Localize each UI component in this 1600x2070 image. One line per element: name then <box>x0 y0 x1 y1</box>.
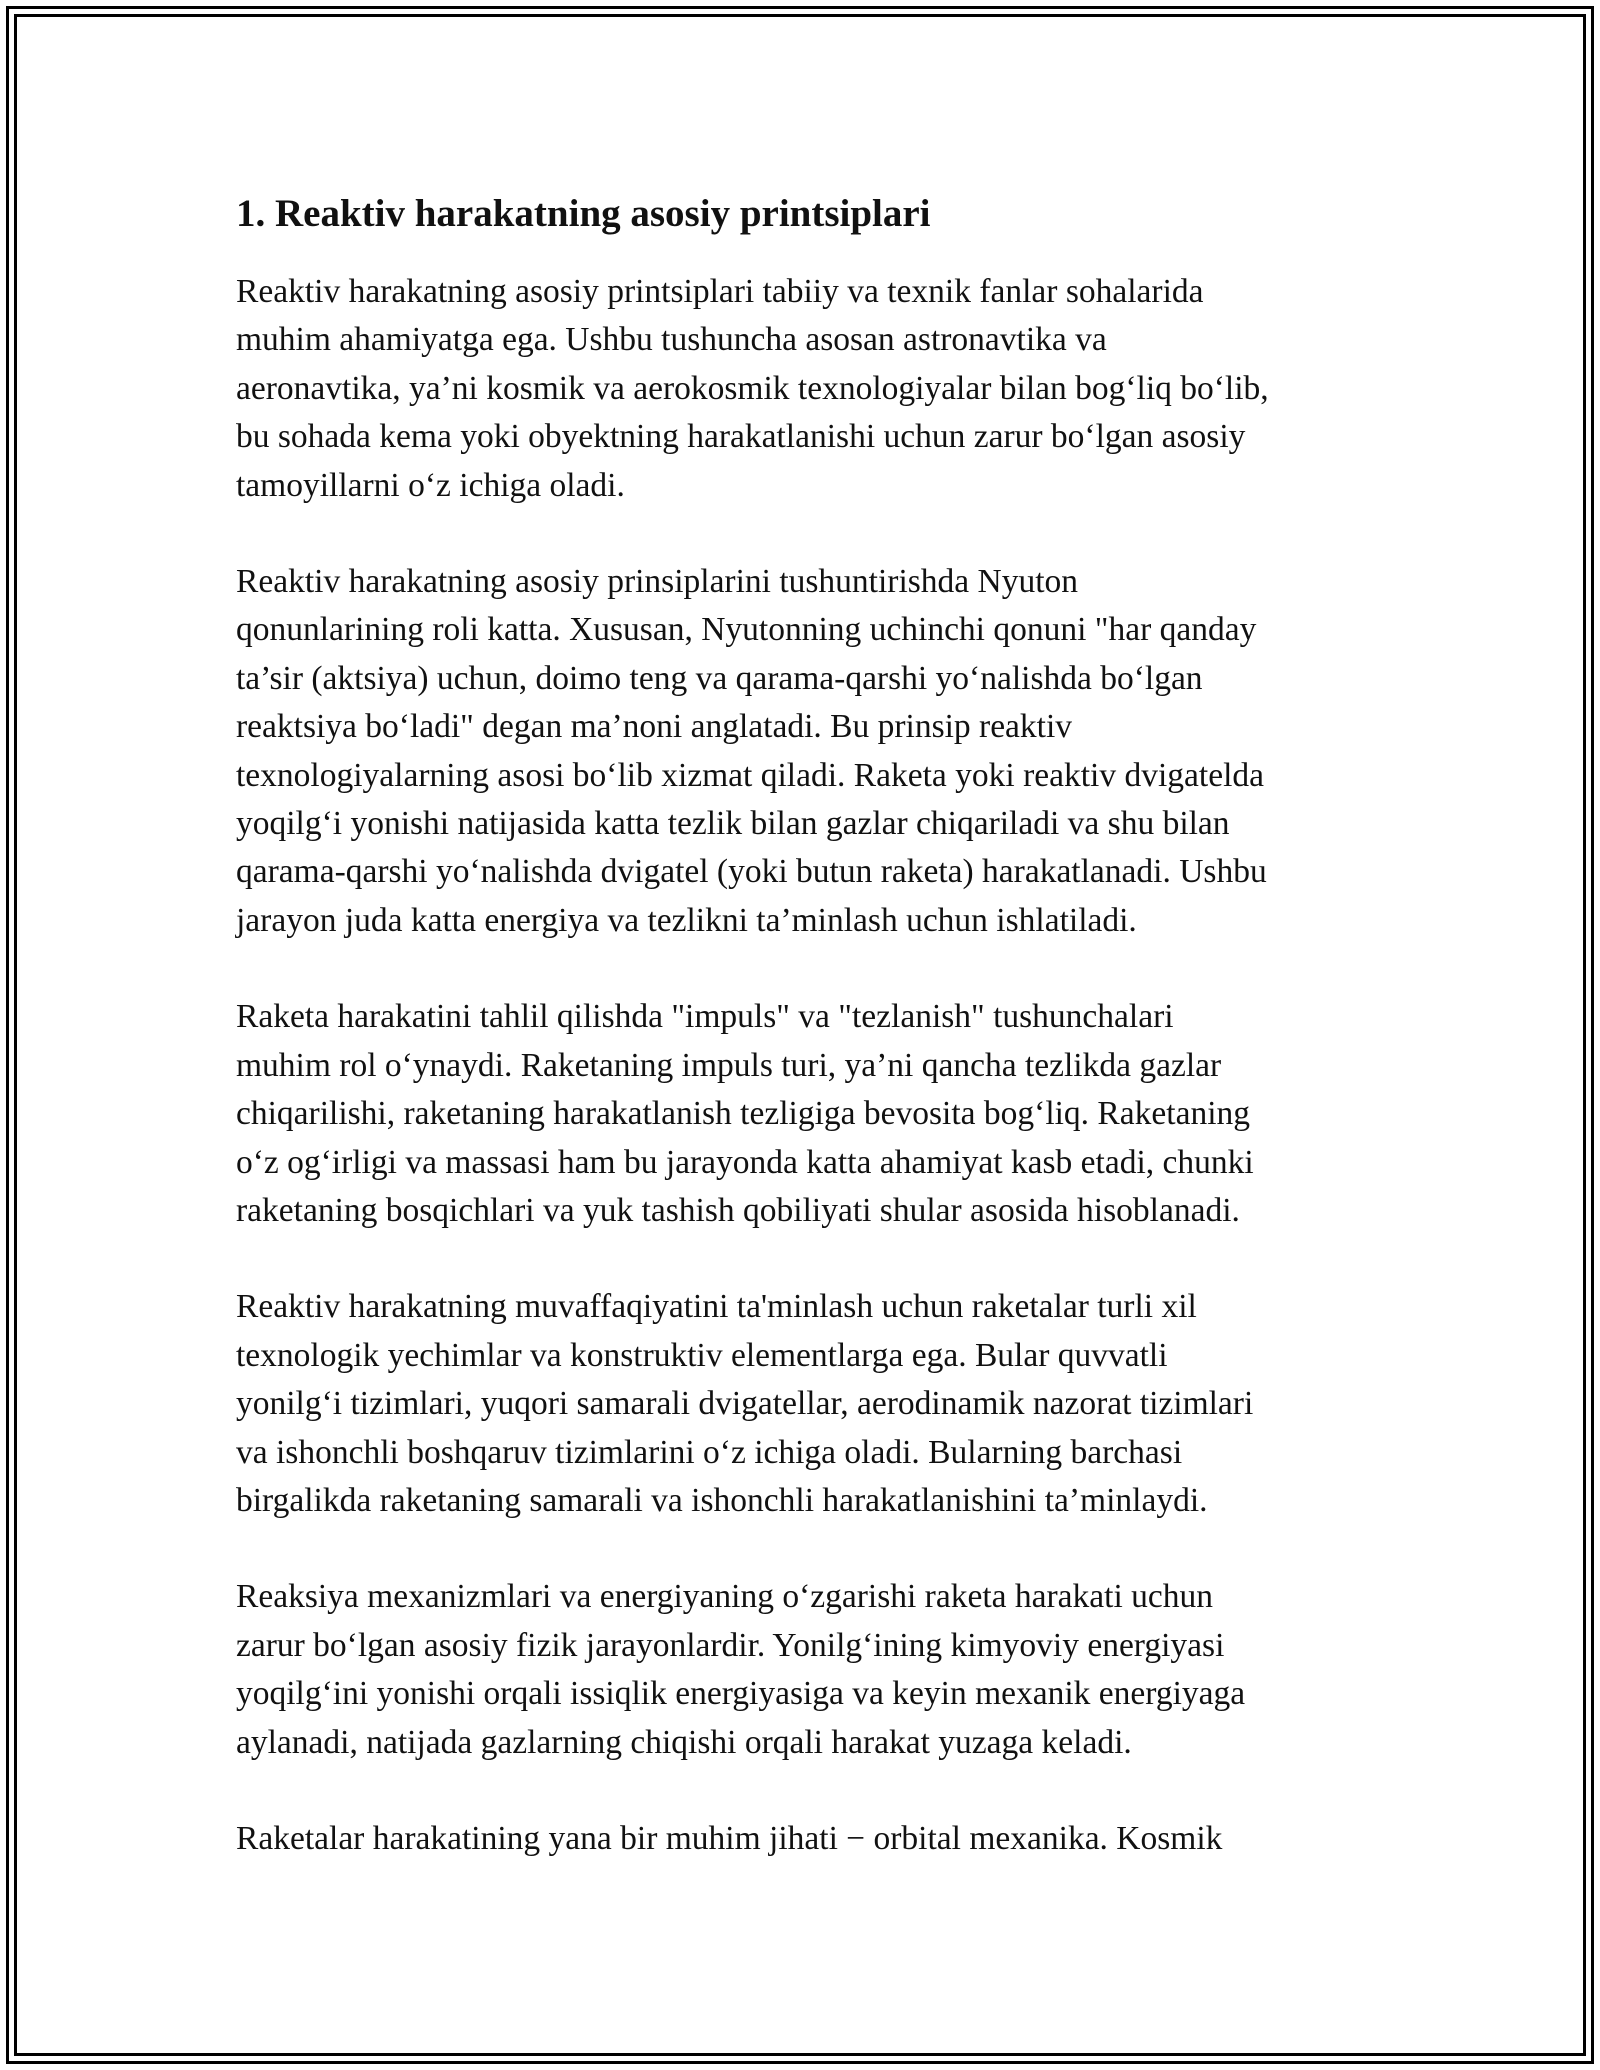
text-line: yoqilg‘ini yonishi orqali issiqlik energiyasiga va keyin mexanik energiyaga <box>236 1675 1246 1713</box>
text-line: bu sohada kema yoki obyektning harakatlanishi uchun zarur bo‘lgan asosiy <box>236 418 1246 456</box>
text-line: aylanadi, natijada gazlarning chiqishi orqali harakat yuzaga keladi. <box>236 1723 1132 1761</box>
text-line: Reaksiya mexanizmlari va energiyaning o‘zgarishi raketa harakati uchun <box>236 1578 1213 1616</box>
text-line: ta’sir (aktsiya) uchun, doimo teng va qarama-qarshi yo‘nalishda bo‘lgan <box>236 659 1203 697</box>
text-line: reaktsiya bo‘ladi" degan ma’noni anglatadi. Bu prinsip reaktiv <box>236 708 1073 746</box>
text-line: tamoyillarni o‘z ichiga oladi. <box>236 466 625 504</box>
paragraph <box>236 268 1376 510</box>
paragraph <box>236 993 1376 1235</box>
text-line: yoqilg‘i yonishi natijasida katta tezlik bilan gazlar chiqariladi va shu bilan <box>236 805 1230 843</box>
text-line: aeronavtika, ya’ni kosmik va aerokosmik texnologiyalar bilan bog‘liq bo‘lib, <box>236 369 1269 407</box>
text-line: Raketa harakatini tahlil qilishda "impuls" va "tezlanish" tushunchalari <box>236 998 1174 1036</box>
text-line: raketaning bosqichlari va yuk tashish qobiliyati shular asosida hisoblanadi. <box>236 1191 1240 1229</box>
paragraph-list <box>236 268 1376 1863</box>
text-line: Reaktiv harakatning asosiy printsiplari tabiiy va texnik fanlar sohalarida <box>236 273 1204 310</box>
text-line: jarayon juda katta energiya va tezlikni ta’minlash uchun ishlatiladi. <box>236 901 1137 939</box>
paragraph <box>236 558 1376 945</box>
paragraph <box>236 1573 1376 1767</box>
text-line: chiqarilishi, raketaning harakatlanish tezligiga bevosita bog‘liq. Raketaning <box>236 1095 1250 1133</box>
text-line: qonunlarining roli katta. Xususan, Nyutonning uchinchi qonuni "har qanday <box>236 611 1257 649</box>
section-heading: 1. Reaktiv harakatning asosiy printsiplari <box>236 192 931 235</box>
text-line: muhim ahamiyatga ega. Ushbu tushuncha asosan astronavtika va <box>236 321 1107 359</box>
text-line: Reaktiv harakatning muvaffaqiyatini ta'minlash uchun raketalar turli xil <box>236 1288 1197 1326</box>
paragraph <box>236 1283 1376 1525</box>
text-line: texnologik yechimlar va konstruktiv elementlarga ega. Bular quvvatli <box>236 1336 1168 1374</box>
text-line: zarur bo‘lgan asosiy fizik jarayonlardir. Yonilg‘ining kimyoviy energiyasi <box>236 1626 1225 1664</box>
paragraph <box>236 1815 1376 1863</box>
text-line: texnologiyalarning asosi bo‘lib xizmat qiladi. Raketa yoki reaktiv dvigatelda <box>236 756 1264 794</box>
text-line: o‘z og‘irligi va massasi ham bu jarayonda katta ahamiyat kasb etadi, chunki <box>236 1143 1254 1181</box>
text-line: Reaktiv harakatning asosiy prinsiplarini tushuntirishda Nyuton <box>236 563 1079 601</box>
text-line: yonilg‘i tizimlari, yuqori samarali dvigatellar, aerodinamik nazorat tizimlari <box>236 1385 1254 1423</box>
text-line: birgalikda raketaning samarali va ishonchli harakatlanishini ta’minlaydi. <box>236 1481 1208 1519</box>
text-line: Raketalar harakatining yana bir muhim jihati − orbital mexanika. Kosmik <box>236 1819 1223 1857</box>
text-line: qarama-qarshi yo‘nalishda dvigatel (yoki butun raketa) harakatlanadi. Ushbu <box>236 853 1267 891</box>
document-body <box>236 186 1376 1911</box>
text-line: va ishonchli boshqaruv tizimlarini o‘z ichiga oladi. Bularning barchasi <box>236 1433 1183 1471</box>
text-line: muhim rol o‘ynaydi. Raketaning impuls turi, ya’ni qancha tezlikda gazlar <box>236 1046 1222 1084</box>
